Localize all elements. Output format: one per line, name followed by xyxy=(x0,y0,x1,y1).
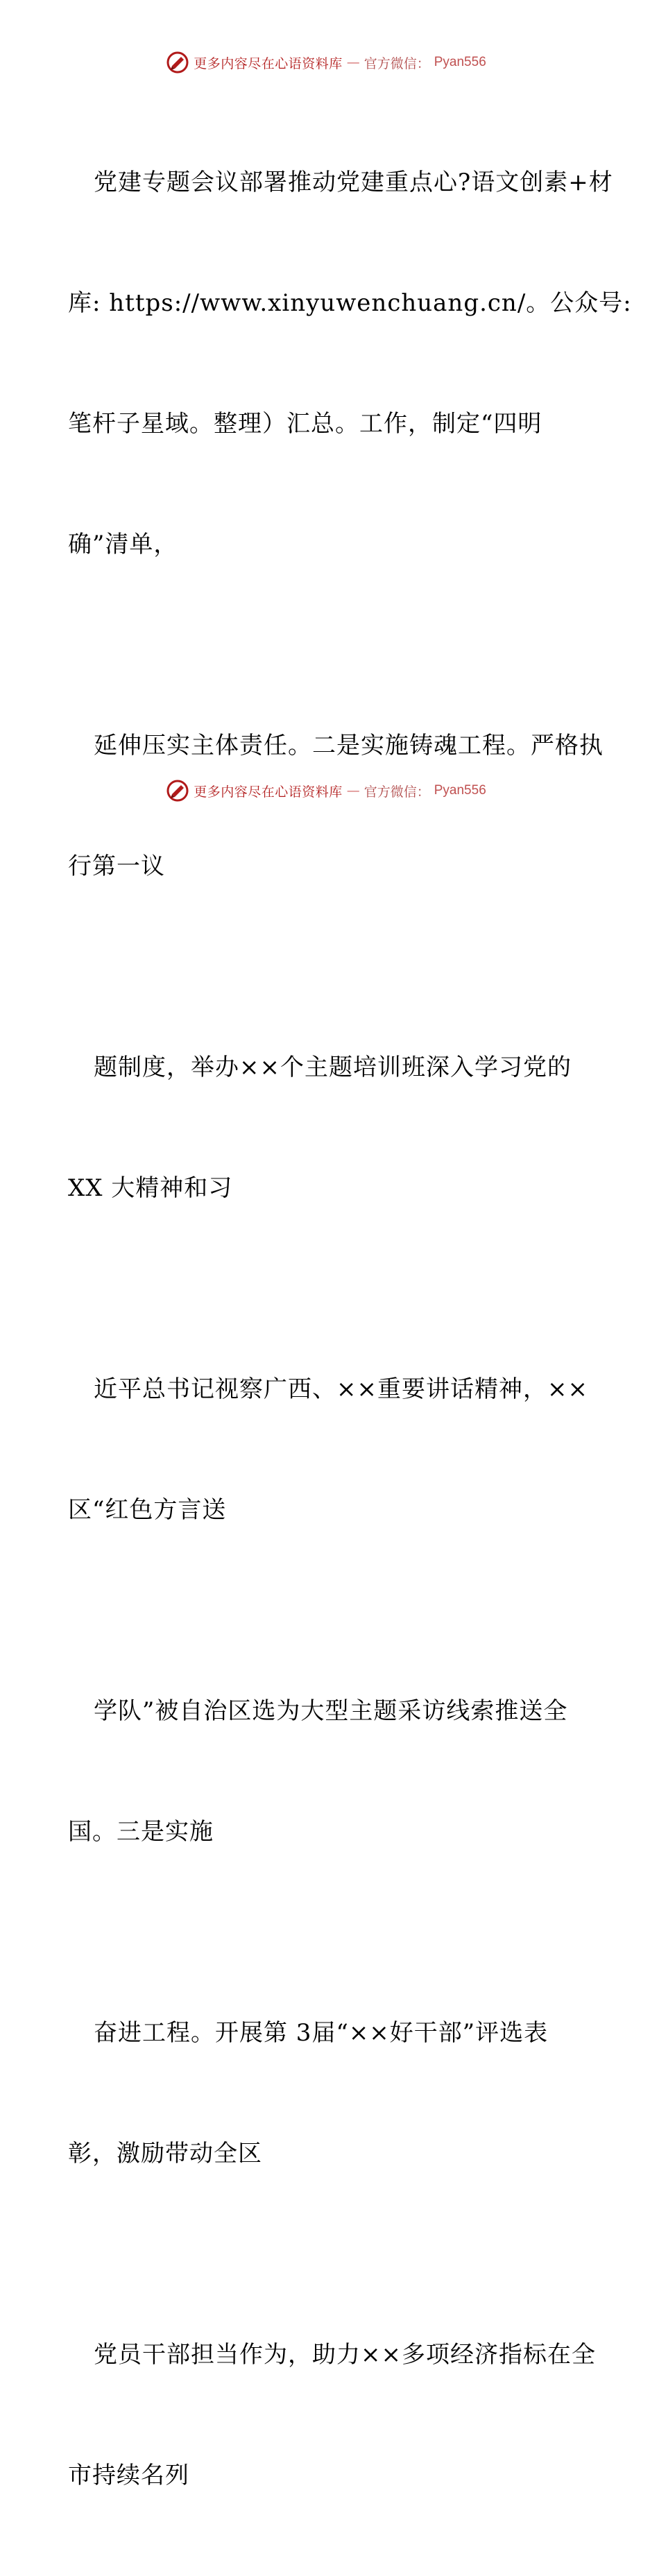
watermark-separator: — xyxy=(346,783,360,798)
text-line: 确”清单， xyxy=(68,531,178,558)
pen-logo-icon xyxy=(166,51,189,74)
paragraph xyxy=(68,1932,595,2254)
text-line: 市持续名列 xyxy=(68,2462,189,2489)
text-line: 学队”被自治区选为大型主题采访线索推送全 xyxy=(94,1697,568,1725)
text-line: XX 大精神和习 xyxy=(68,1174,233,1202)
text-line: 党员干部担当作为，助力××多项经济指标在全 xyxy=(94,2341,596,2369)
paragraph xyxy=(68,1611,595,1932)
paragraph xyxy=(68,645,604,967)
watermark-site-text: 更多内容尽在心语资料库 xyxy=(194,55,343,71)
header-watermark xyxy=(0,49,659,76)
text-line: 彰，激励带动全区 xyxy=(68,2140,262,2167)
footer-watermark xyxy=(0,777,659,805)
watermark-wechat-id: Pyan556 xyxy=(434,55,486,69)
watermark-row xyxy=(166,51,486,74)
paragraph xyxy=(68,967,595,1289)
paragraph xyxy=(68,2254,595,2576)
text-line: 题制度，举办××个主题培训班深入学习党的 xyxy=(94,1054,572,1081)
text-line: 行第一议 xyxy=(68,852,165,880)
text-line: 近平总书记视察广西、××重要讲话精神，×× xyxy=(94,1375,588,1403)
watermark-site-text: 更多内容尽在心语资料库 xyxy=(194,784,343,800)
paragraph xyxy=(68,1289,595,1611)
text-line: 库: https://www.xinyuwenchuang.cn/。公众号: xyxy=(68,289,632,317)
text-line: 笔杆子星域。整理）汇总。工作，制定“四明 xyxy=(68,410,542,438)
paragraph xyxy=(68,82,632,645)
watermark-label: 官方微信： xyxy=(363,55,430,71)
watermark-separator: — xyxy=(346,55,360,70)
document-body xyxy=(68,82,632,2576)
text-line: 国。三是实施 xyxy=(68,1818,214,1846)
text-line: 党建专题会议部署推动党建重点心?语文创素+材 xyxy=(94,169,613,196)
text-line: 延伸压实主体责任。二是实施铸魂工程。严格执 xyxy=(94,732,604,759)
text-line: 区“红色方言送 xyxy=(68,1496,227,1524)
watermark-wechat-id: Pyan556 xyxy=(434,783,486,798)
watermark-label: 官方微信： xyxy=(363,784,430,800)
text-line: 奋进工程。开展第 3届“××好干部”评选表 xyxy=(94,2019,549,2047)
pen-logo-icon xyxy=(166,779,189,802)
watermark-row xyxy=(166,779,486,802)
